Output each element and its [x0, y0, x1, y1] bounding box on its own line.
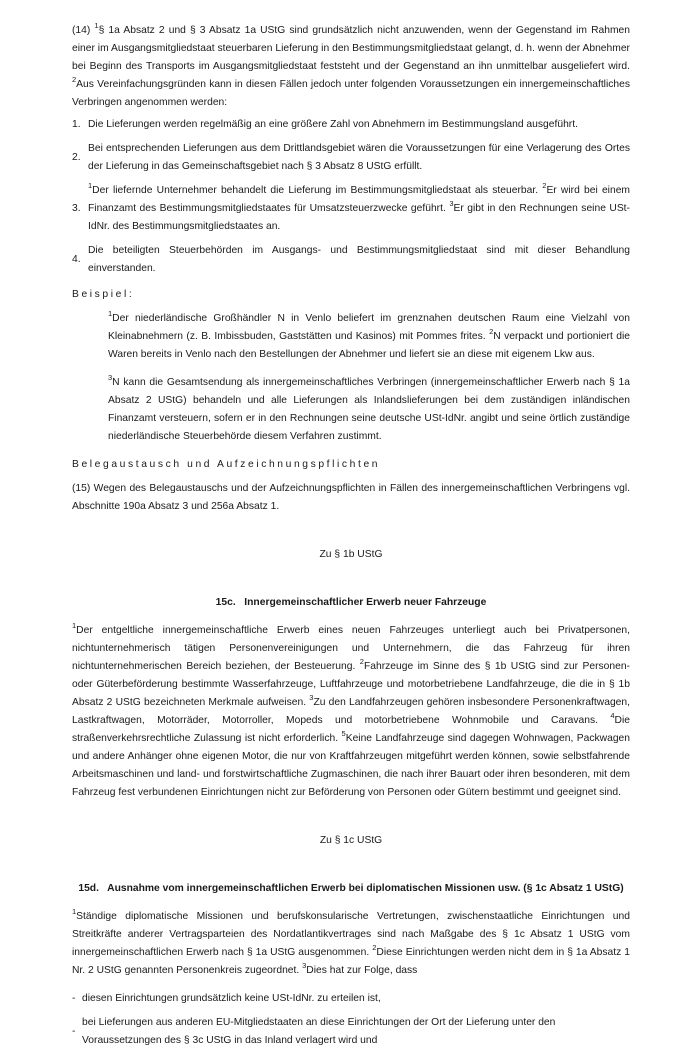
example-heading: Beispiel:: [72, 289, 135, 300]
paragraph-14: (14) $^1$§ 1a Absatz 2 und § 3 Absatz 1a UStG sind grundsätzlich nicht anzuwenden, wenn der Gegenstand im Rahmen einer im Ausgangsmitgliedstaat steuerbaren Lieferung in den Bestimmungsmitgliedstaat gelangt, d. h. wenn der Abnehmer bei Beginn des Transports im Ausgangsmitgliedstaat feststeht und der Gegenstand an ihn unmittelbar ausgeliefert wird. $^2$Aus Vereinfachungsgründen kann in diesen Fällen jedoch unter folgenden Voraussetzungen ein innergemeinschaftliches Verbringen angenommen werden:: [72, 21, 630, 108]
section-15d-text: $^1$Ständige diplomatische Missionen und berufskonsularische Vertretungen, zwischenstaatliche Einrichtungen und Streitkräfte anderer Vertragsparteien des Nordatlantikvertrages sind nach Maßgabe des § 1c Absatz 1 UStG vom innergemeinschaftlichen Erwerb nach § 1a UStG ausgenommen. $^2$Diese Einrichtungen werden nicht dem in § 1a Absatz 1 Nr. 2 UStG genannten Personenkreis zugeordnet. $^3$Dies hat zur Folge, dass: [72, 907, 630, 976]
section-15c-text: $^1$Der entgeltliche innergemeinschaftliche Erwerb eines neuen Fahrzeuges unterliegt auch bei Privatpersonen, nichtunternehmerisch tätigen Personenvereinigungen und Unternehmern, die das Fahrzeug für ihren nichtunternehmerischen Bereich beziehen, der Besteuerung. $^2$Fahrzeuge im Sinne des § 1b UStG sind zur Personen- oder Güterbeförderung bestimmte Wasserfahrzeuge, Luftfahrzeuge und motorbetriebene Landfahrzeuge, die die in § 1b Absatz 2 UStG bezeichneten Merkmale aufweisen. $^3$Zu den Landfahrzeugen gehören insbesondere Personenkraftwagen, Lastkraftwagen, Motorräder, Motorroller, Mopeds und motorbetriebene Wohnmobile und Caravans. $^4$Die straßenverkehrsrechtliche Zulassung ist nicht erforderlich. $^5$Keine Landfahrzeuge sind dagegen Wohnwagen, Packwagen und andere Anhänger ohne eigenen Motor, die nur von Kraftfahrzeugen mitgeführt werden können, sowie selbstfahrende Arbeitsmaschinen und land- und forstwirtschaftliche Zugmaschinen, die nach ihrer Bauart oder ihren besonderen, mit dem Fahrzeug fest verbundenen Einrichtungen nicht zur Beförderung von Personen oder Gütern bestimmt und geeignet sind.: [72, 621, 630, 798]
example-paragraph-1: $^1$Der niederländische Großhändler N in Venlo beliefert im grenznahen deutschen Raum eine Vielzahl von Kleinabnehmern (z. B. Imbissbuden, Gaststätten und Kasinos) mit Pommes frites. $^2$N verpackt und portioniert die Waren bereits in Venlo nach den Bestellungen der Abnehmer und liefert sie an diese mit eigenem Lkw aus.: [108, 309, 630, 360]
section-ref-1b: Zu § 1b UStG: [319, 549, 383, 560]
conditions-list: [72, 116, 630, 278]
list-item: - diesen Einrichtungen grundsätzlich keine USt-IdNr. zu erteilen ist,: [72, 993, 381, 1004]
list-item: 2. Bei entsprechenden Lieferungen aus dem Drittlandsgebiet wären die Voraussetzungen für eine Verlagerung des Ortes der Lieferung in das Gemeinschaftsgebiet nach § 3 Absatz 8 UStG erfüllt.: [72, 143, 630, 172]
section-15d-title: 15d. Ausnahme vom innergemeinschaftlichen Erwerb bei diplomatischen Missionen usw. (§ 1c Absatz 1 UStG): [78, 883, 624, 894]
section-15c-title: 15c. Innergemeinschaftlicher Erwerb neuer Fahrzeuge: [215, 597, 487, 608]
belegaustausch-heading: Belegaustausch und Aufzeichnungspflichten: [72, 459, 381, 470]
example-paragraph-2: $^3$N kann die Gesamtsendung als innergemeinschaftliches Verbringen (innergemeinschaftlicher Erwerb nach § 1a Absatz 2 UStG) behandeln und alle Lieferungen als Inlandslieferungen bei dem zuständigen inländischen Finanzamt versteuern, sofern er in den Rechnungen seine deutsche USt-IdNr. angibt und seine örtlich zuständige niederländische Steuerbehörde diesem Verfahren zustimmt.: [108, 373, 630, 442]
sentence-number: 2: [72, 75, 77, 84]
list-item: 1. Die Lieferungen werden regelmäßig an eine größere Zahl von Abnehmern im Bestimmungsland ausgeführt.: [72, 119, 578, 130]
list-item: - bei Lieferungen aus anderen EU-Mitgliedstaaten an diese Einrichtungen der Ort der Lieferung unter den Voraussetzungen des § 3c UStG in das Inland verlagert wird und: [72, 1017, 556, 1046]
list-item: 3. $^1$Der liefernde Unternehmer behandelt die Lieferung im Bestimmungsmitgliedstaat als steuerbar. $^2$Er wird bei einem Finanzamt des Bestimmungsmitgliedstaates für Umsatzsteuerzwecke geführt. $^3$Er gibt in den Rechnungen seine USt-IdNr. des Bestimmungsmitgliedstaates an.: [72, 181, 630, 232]
section-ref-1c: Zu § 1c UStG: [319, 835, 383, 846]
sentence-number: 1: [94, 21, 99, 30]
list-item: 4. Die beteiligten Steuerbehörden im Ausgangs- und Bestimmungsmitgliedstaat sind mit dieser Behandlung einverstanden.: [72, 245, 630, 274]
consequences-list: [72, 990, 630, 1050]
paragraph-15: (15) Wegen des Belegaustauschs und der Aufzeichnungspflichten in Fällen des innergemeinschaftlichen Verbringens vgl. Abschnitte 190a Absatz 3 und 256a Absatz 1.: [72, 483, 630, 512]
document-page: [72, 22, 630, 1056]
